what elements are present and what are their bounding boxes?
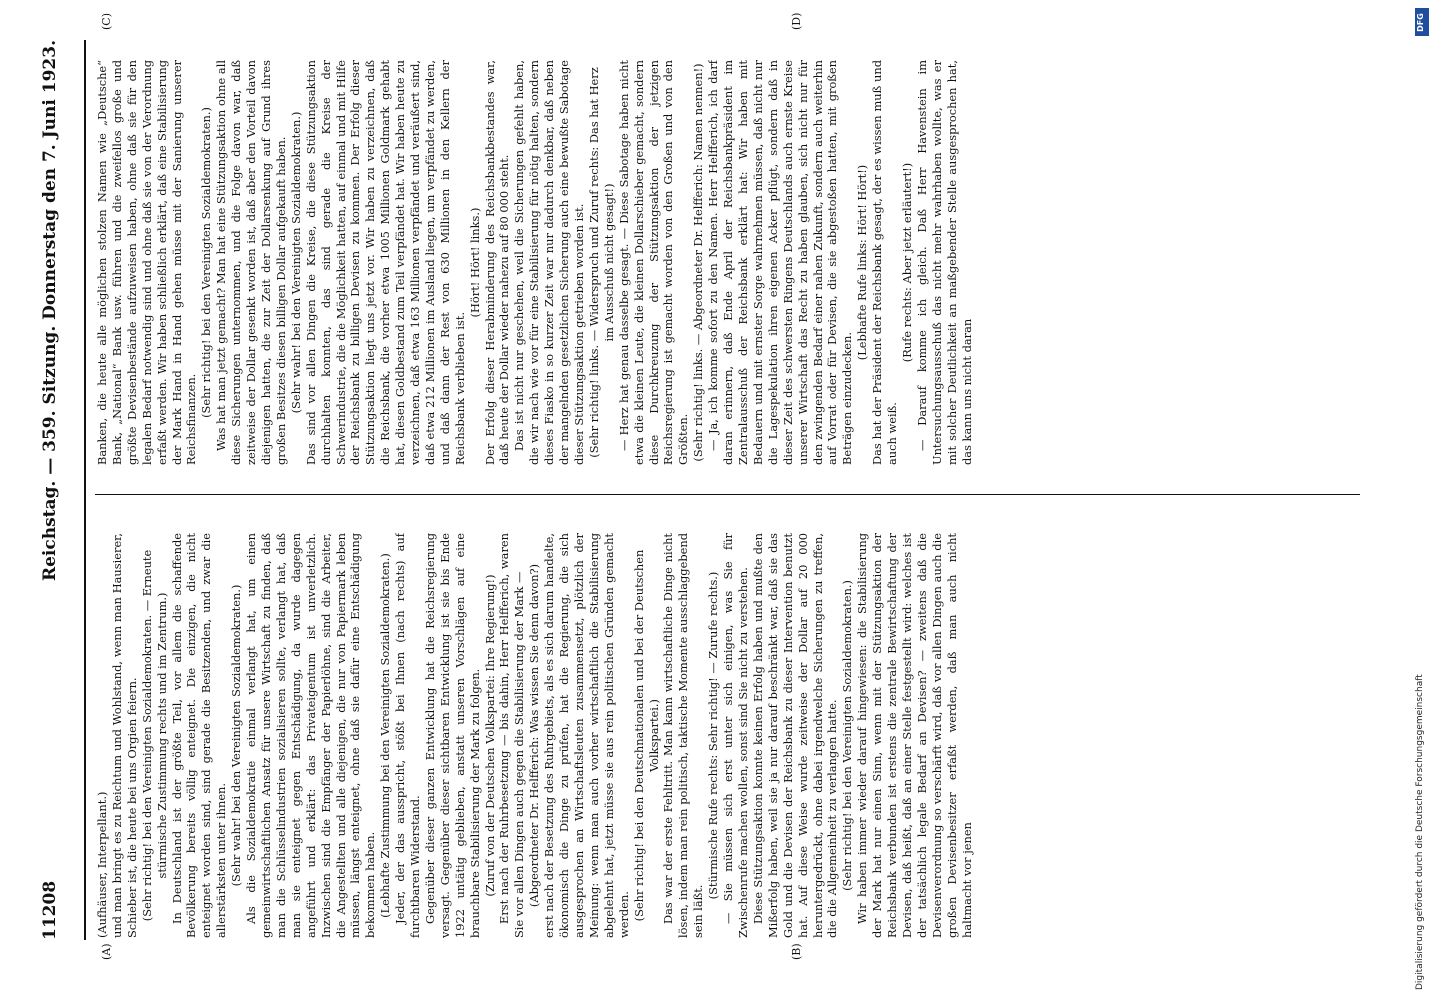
interjection: (Lebhafte Rufe links: Hört! Hört!) xyxy=(855,164,870,361)
paragraph: Als die Sozialdemokratie einmal verlangt hat, um einen gemeinwirtschaftlichen Ansatz für unsere Wirtschaft zu finden, daß man die Schlüsselindustrien sozialisieren sollte, verlangt hat, daß man sie enteignet gegen Entschädigung, da wurde dagegen angeführt und erklärt: das Privateigentum ist unverletzlich. Inzwischen sind die Empfänger der Papierlöhne, sind die Arbeiter, die Angestellten und alle diejenigen, die nur von Papiermark leben müssen, längst enteignet, ohne daß sie dafür eine Entschädigung bekommen haben. xyxy=(244,533,378,938)
paragraph: (Aufhäuser, Interpellant.) xyxy=(95,791,109,938)
paragraph: Erst nach der Ruhrbesetzung — bis dahin, Herr Helfferich, waren Sie vor allen Dingen auch gegen die Stabilisierung der Mark — xyxy=(497,533,527,938)
interjection: (Stürmische Rufe rechts: Sehr richtig! — Zurufe rechts.) xyxy=(706,571,721,900)
margin-mark-c: (C) xyxy=(100,13,113,30)
paragraph: Der Erfolg dieser Herabminderung des Reichsbankbestandes war, daß heute der Dollar wieder nahezu auf 80 000 steht. xyxy=(482,60,512,465)
margin-mark-b: (B) xyxy=(790,943,803,960)
interjection: (Abgeordneter Dr. Helfferich: Was wissen Sie denn davon?) xyxy=(527,563,542,908)
interjection: (Sehr wahr! bei den Vereinigten Sozialdemokraten.) xyxy=(288,111,303,414)
interjection: (Sehr richtig! links. — Widerspruch und Zuruf rechts: Das hat Herz im Ausschuß nicht gesagt!) xyxy=(586,67,616,458)
paragraph: — Herz hat genau dasselbe gesagt. — Diese Sabotage haben nicht etwa die kleinen Leute, die kleinen Dollarschieber gemacht, sondern diese Durchkreuzung der Stützungsaktion der jetzigen Reichsregierung ist gemacht worden von den Großen und von den Größten. xyxy=(616,60,691,465)
digitization-credit xyxy=(1415,10,1429,990)
interjection: (Lebhafte Zustimmung bei den Vereinigten Sozialdemokraten.) xyxy=(378,553,393,918)
page-number: 11208 xyxy=(40,880,60,940)
page-header xyxy=(40,40,80,940)
interjection: (Sehr wahr! bei den Vereinigten Sozialdemokraten.) xyxy=(229,584,244,887)
interjection: (Sehr richtig! bei den Deutschnationalen und bei der Deutschen Volkspartei.) xyxy=(631,549,661,922)
paragraph: — Ja, ich komme sofort zu den Namen. Herr Helfferich, ich darf daran erinnern, daß Ende April der Reichsbankpräsident im Zentralausschuß der Reichsbank erklärt hat: Wir haben mit Bedauern und mit ernster Sorge wahrnehmen müssen, daß nicht nur die Lagespekulation ihren eigenen Acker pflügt, sondern daß in dieser Zeit des schwersten Ringens Deutschlands auch ernste Kreise unserer Wirtschaft das Recht zu haben glauben, sich nicht nur für den zwingenden Bedarf einer nahen Zukunft, sondern auch weiterhin auf Vorrat oder für Devisen, die sie abgestoßen hatten, mit großen Beträgen einzudecken. xyxy=(706,60,855,465)
paragraph: Das sind vor allen Dingen die Kreise, die diese Stützungsaktion durchhalten konnten, das sind gerade die Kreise der Schwerindustrie, die die Möglichkeit hatten, auf einmal und mit Hilfe der Reichsbank zu billigen Devisen zu kommen. Der Erfolg dieser Stützungsaktion liegt uns jetzt vor. Wir haben zu verzeichnen, daß die Reichsbank, die vorher etwa 1005 Millionen Goldmark gehabt hat, diesen Goldbestand zum Teil verpfändet hat. Wir haben heute zu verzeichnen, daß etwa 163 Millionen verpfändet und veräußert sind, daß etwa 212 Millionen im Ausland liegen, um verpfändet zu werden, und daß dann der Rest von 630 Millionen in den Kellern der Reichsbank verblieben ist. xyxy=(303,60,467,465)
interjection: (Sehr richtig! links. — Abgeordneter Dr. Helfferich: Namen nennen!) xyxy=(691,63,706,462)
paragraph: Diese Stützungsaktion konnte keinen Erfolg haben und mußte den Mißerfolg haben, weil sie ja nur darauf beschränkt war, daß sie das Gold und die Devisen der Reichsbank zu dieser Intervention benutzt hat. Auf diese Weise wurde zeitweise der Dollar auf 20 000 heruntergedrückt, ohne dabei irgendwelche Sicherungen zu treffen, die die Allgemeinheit zu verlangen hatte. xyxy=(750,533,840,938)
interjection: (Rufe rechts: Aber jetzt erläutert!) xyxy=(899,162,914,363)
interjection: (Hört! Hört! links.) xyxy=(467,207,482,318)
left-column xyxy=(95,533,1375,938)
paragraph: und man bringt es zu Reichtum und Wohlstand, wenn man Hausierer, Schieber ist, die heute bei uns Orgien feiern. xyxy=(109,533,139,938)
column-divider xyxy=(95,494,1360,495)
credit-text: Digitalisierung gefördert durch die Deutsche Forschungsgemeinschaft xyxy=(1415,674,1425,990)
paragraph: erst nach der Besetzung des Ruhrgebiets, als es sich darum handelte, ökonomisch die Dinge zu prüfen, hat die Regierung, die sich ausgesprochen an Wirtschaftsleuten zusammensetzt, plötzlich der Meinung: wenn man auch vorher wirtschaftlich die Stabilisierung abgelehnt hat, jetzt müsse sie aus rein politischen Gründen gemacht werden. xyxy=(542,533,631,938)
dfg-logo: DFG xyxy=(1415,8,1429,36)
paragraph: Banken, die heute alle möglichen stolzen Namen wie „Deutsche“ Bank, „National“ Bank usw. führen und die zweifellos große und größte Devisenbestände aufzuweisen haben, ohne daß sie für den legalen Bedarf notwendig sind und ohne daß sie von der Verordnung erfaßt werden. Wir haben schließlich erklärt, daß eine Stabilisierung der Mark Hand in Hand gehen müsse mit der Sanierung unserer Reichsfinanzen. xyxy=(95,60,199,465)
paragraph: — Darauf komme ich gleich. Daß Herr Havenstein im Untersuchungsausschuß das nicht mehr wahrhaben wollte, was er mit solcher Deutlichkeit an maßgebender Stelle ausgesprochen hat, das kann uns nicht daran xyxy=(914,60,974,465)
page-title: Reichstag. — 359. Sitzung. Donnerstag den 7. Juni 1923. xyxy=(40,40,60,582)
header-rule xyxy=(84,40,86,940)
paragraph: Das war der erste Fehltritt. Man kann wirtschaftliche Dinge nicht lösen, indem man rein politisch, taktische Momente ausschlaggebend sein läßt. xyxy=(661,533,706,938)
paragraph: Das hat der Präsident der Reichsbank gesagt, der es wissen muß und auch weiß. xyxy=(870,60,900,465)
right-column xyxy=(95,60,1375,465)
paragraph: — Sie müssen sich erst unter sich einigen, was Sie für Zwischenrufe machen wollen, sonst sind Sie nicht zu verstehen. xyxy=(721,533,750,938)
paragraph: In Deutschland ist der größte Teil, vor allem die schaffende Bevölkerung bereits völlig enteignet. Die einzigen, die nicht enteignet worden sind, sind gerade die Besitzenden, und zwar die allerstärksten unter ihnen. xyxy=(169,533,229,938)
interjection: (Sehr richtig! bei den Vereinigten Sozialdemokraten.) xyxy=(840,580,855,891)
paragraph: Was hat man jetzt gemacht? Man hat eine Stützungsaktion ohne all diese Sicherungen unternommen, und die Folge davon war, daß zeitweise der Dollar gesenkt worden ist, daß aber den Vorteil davon diejenigen hatten, die zur Zeit der Dollarsenkung auf Grund ihres großen Besitzes diesen billigen Dollar aufgekauft haben. xyxy=(214,60,288,465)
interjection: (Sehr richtig! bei den Vereinigten Sozialdemokraten.) xyxy=(199,107,214,418)
paragraph: Jeder, der das ausspricht, stößt bei Ihnen (nach rechts) auf furchtbaren Widerstand. xyxy=(393,533,423,938)
paragraph: Das ist nicht nur geschehen, weil die Sicherungen gefehlt haben, die wir nach wie vor für eine Stabilisierung für nötig halten, sondern dieses Fiasko in so kurzer Zeit war nur dadurch denkbar, daß neben der mangelnden gesetzlichen Sicherung auch eine bewußte Sabotage dieser Stützungsaktion getrieben worden ist. xyxy=(512,60,586,465)
interjection: (Sehr richtig! bei den Vereinigten Sozialdemokraten. — Erneute stürmische Zustimmung rechts und im Zentrum.) xyxy=(139,549,169,922)
paragraph: Wir haben immer wieder darauf hingewiesen: die Stabilisierung der Mark hat nur einen Sinn, wenn mit der Stützungsaktion der Reichsbank verbunden ist erstens die zentrale Bewirtschaftung der Devisen, daß heißt, daß an einer Stelle festgestellt wird: welches ist der tatsächlich legale Bedarf an Devisen? — zweitens daß die Devisenverordnung so verschärft wird, daß vor allen Dingen auch die großen Devisenbesitzer erfaßt werden, daß man auch nicht haltmacht vor jenen xyxy=(855,533,974,938)
paragraph: Gegenüber dieser ganzen Entwicklung hat die Reichsregierung versagt. Gegenüber dieser sichtbaren Entwicklung ist sie bis Ende 1922 untätig geblieben, anstatt unseren Vorschlägen auf eine brauchbare Stabilisierung der Mark zu folgen. xyxy=(422,533,482,938)
margin-mark-a: (A) xyxy=(100,943,113,960)
margin-mark-d: (D) xyxy=(790,12,803,30)
interjection: (Zuruf von der Deutschen Volkspartei: Ihre Regierung!) xyxy=(482,574,497,897)
